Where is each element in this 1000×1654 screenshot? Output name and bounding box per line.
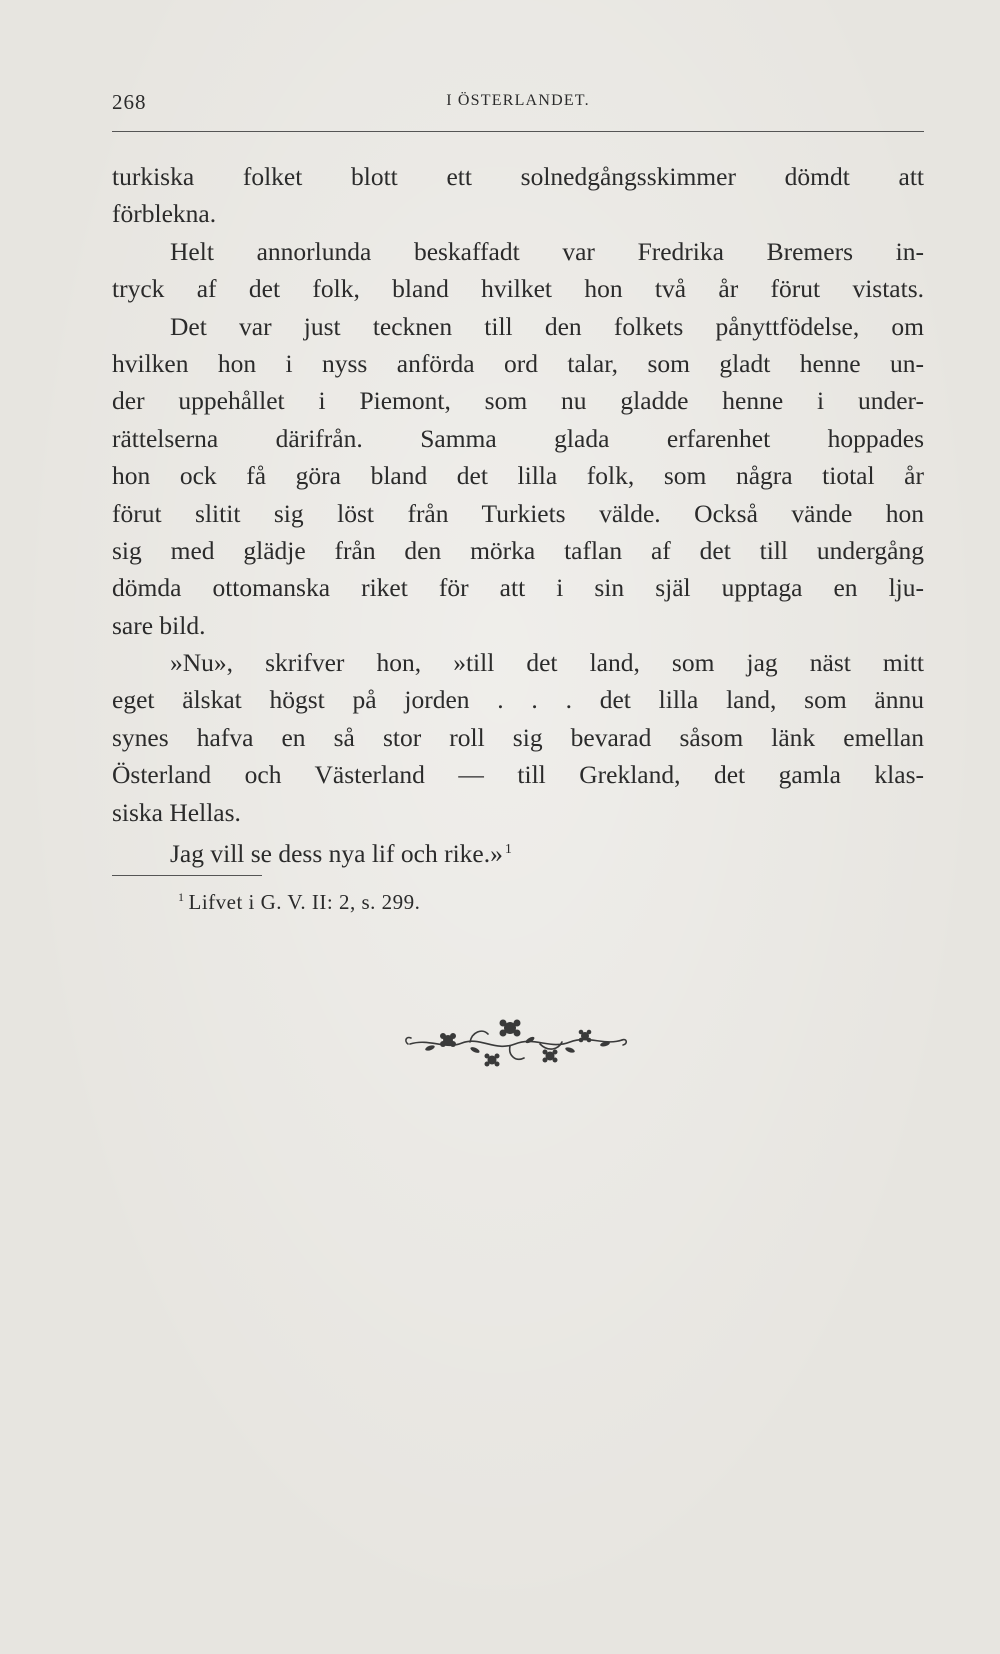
text-line: dömda ottomanska riket för att i sin själ upptaga en lju- [112, 573, 924, 603]
text-line: siska Hellas. [112, 797, 241, 827]
text-line: hvilken hon i nyss anförda ord talar, som gladt henne un- [112, 348, 924, 378]
text-line: förut slitit sig löst från Turkiets välde. Också vände hon [112, 498, 924, 528]
text-line: »Nu», skrifver hon, »till det land, som jag näst mitt [170, 648, 924, 678]
footnote-marker: 1 [178, 890, 185, 904]
footnote-text: Lifvet i G. V. II: 2, s. 299. [188, 890, 421, 914]
text-line: eget älskat högst på jorden . . . det lilla land, som ännu [112, 685, 924, 715]
text-line: Det var just tecknen till den folkets pånyttfödelse, om [170, 311, 924, 341]
body-text [112, 158, 924, 868]
footnote-rule [112, 875, 262, 876]
footnote-reference[interactable]: 1 [504, 842, 512, 858]
text-line: tryck af det folk, bland hvilket hon två år förut vistats. [112, 274, 924, 304]
text-line: förblekna. [112, 199, 217, 229]
footnote [178, 890, 420, 915]
text-line: rättelserna därifrån. Samma glada erfarenhet hoppades [112, 423, 924, 453]
text-line-with-note [112, 831, 924, 868]
running-head [112, 90, 924, 120]
text-line: turkiska folket blott ett solnedgångsskimmer dömdt att [112, 162, 924, 191]
text-line: Jag vill se dess nya lif och rike.» [170, 839, 503, 869]
floral-vignette-icon [400, 1010, 630, 1080]
text-line: Österland och Västerland — till Grekland, det gamla klas- [112, 760, 924, 790]
text-line: hon ock få göra bland det lilla folk, som några tiotal år [112, 461, 924, 491]
header-rule [112, 131, 924, 132]
text-line: der uppehållet i Piemont, som nu gladde henne i under- [112, 386, 924, 416]
text-line: sare bild. [112, 610, 206, 640]
text-line: synes hafva en så stor roll sig bevarad såsom länk emellan [112, 722, 924, 752]
text-line: sig med glädje från den mörka taflan af det till undergång [112, 535, 924, 565]
page-number: 268 [112, 90, 147, 114]
running-title: I ÖSTERLANDET. [446, 92, 590, 109]
text-line: Helt annorlunda beskaffadt var Fredrika Bremers in- [170, 236, 924, 266]
